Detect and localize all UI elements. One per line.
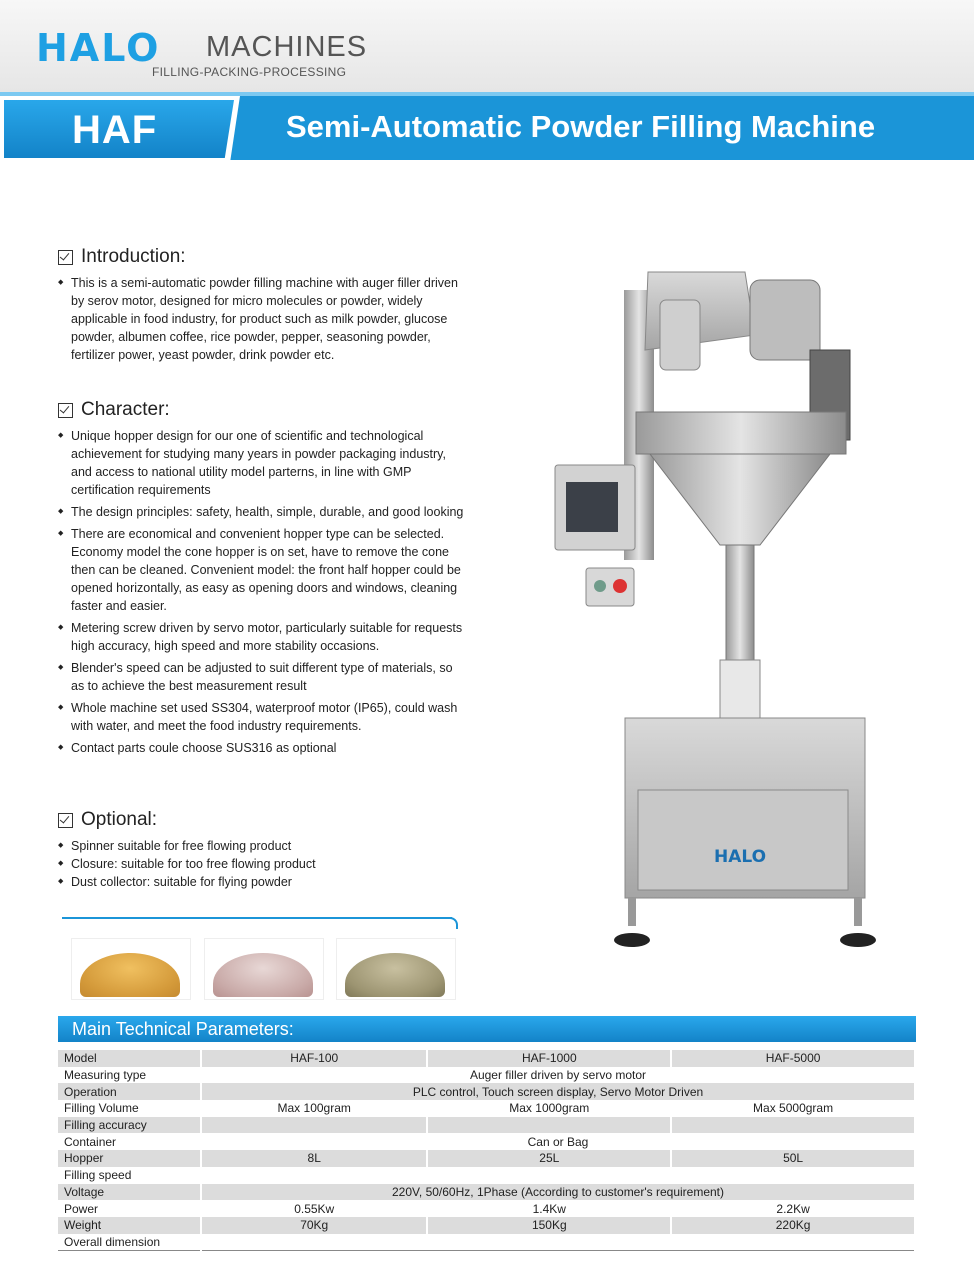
- table-row: [58, 1133, 915, 1150]
- touch-screen: [566, 482, 618, 532]
- param-value: 0.55Kw: [201, 1200, 427, 1217]
- machine-image: [540, 250, 920, 950]
- optional-heading-text: Optional:: [81, 809, 158, 830]
- list-item: ◆ Dust collector: suitable for flying powder: [58, 873, 464, 891]
- list-item: ◆ Metering screw driven by servo motor, particularly suitable for requests high accuracy, high speed and more stability occasions.: [58, 619, 464, 655]
- param-value: [201, 1167, 915, 1184]
- table-row: [58, 1150, 915, 1167]
- introduction-heading: [58, 246, 186, 268]
- param-value: Can or Bag: [201, 1133, 915, 1150]
- introduction-list: [58, 274, 464, 368]
- param-label: Measuring type: [58, 1067, 201, 1084]
- list-item: ◆ Whole machine set used SS304, waterproof motor (IP65), could wash with water, and meet the food industry requirements.: [58, 699, 464, 735]
- param-value: PLC control, Touch screen display, Servo Motor Driven: [201, 1083, 915, 1100]
- param-value: Max 5000gram: [671, 1100, 915, 1117]
- table-row: [58, 1234, 915, 1251]
- section-divider: [62, 917, 452, 919]
- param-value: 220V, 50/60Hz, 1Phase (According to customer's requirement): [201, 1184, 915, 1201]
- list-item: ◆ Unique hopper design for our one of scientific and technological achievement for studying many years in powder packaging industry, and access to national utility model parterns, in line with GMP certification requirements: [58, 427, 464, 499]
- checkbox-icon: [58, 250, 73, 265]
- param-value: 70Kg: [201, 1217, 427, 1234]
- logo-machines: MACHINES: [206, 31, 368, 63]
- param-label: Filling speed: [58, 1167, 201, 1184]
- table-row: [58, 1050, 915, 1067]
- param-label: Voltage: [58, 1184, 201, 1201]
- optional-list: [58, 837, 464, 891]
- param-value: 150Kg: [427, 1217, 671, 1234]
- table-row: [58, 1083, 915, 1100]
- page-title: Semi-Automatic Powder Filling Machine: [286, 109, 876, 144]
- params-title-bar: [58, 1016, 916, 1042]
- foot-right: [840, 933, 876, 947]
- powder-sample-image: [71, 938, 191, 1000]
- param-label: Overall dimension: [58, 1234, 201, 1251]
- list-item: ◆ There are economical and convenient hopper type can be selected. Economy model the cone hopper is on set, have to remove the cone then can be cleaned. Convenient model: the front half hopper could be opened horizontally, as easy as opening doors and windows, cleaning faster and easier.: [58, 525, 464, 615]
- param-label: Hopper: [58, 1150, 201, 1167]
- param-value: Max 1000gram: [427, 1100, 671, 1117]
- param-value: Auger filler driven by servo motor: [201, 1067, 915, 1084]
- list-item: ◆ This is a semi-automatic powder filling machine with auger filler driven by serov motor, designed for micro molecules or powder, widely applicable in food industry, for product such as milk powder, glucose powder, albumen coffee, rice powder, pepper, seasoning powder, fertilizer power, yeast powder, drink powder etc.: [58, 274, 464, 364]
- param-value: [671, 1117, 915, 1134]
- params-title: Main Technical Parameters:: [72, 1019, 294, 1039]
- param-value: [427, 1117, 671, 1134]
- param-label: Weight: [58, 1217, 201, 1234]
- product-code: HAF: [72, 108, 158, 152]
- powder-sample-image: [336, 938, 456, 1000]
- param-value: 25L: [427, 1150, 671, 1167]
- table-row: [58, 1200, 915, 1217]
- list-item: ◆ Contact parts coule choose SUS316 as optional: [58, 739, 464, 757]
- param-value: HAF-100: [201, 1050, 427, 1067]
- param-value: 2.2Kw: [671, 1200, 915, 1217]
- filling-nozzle: [720, 660, 760, 720]
- hopper-cone: [650, 454, 830, 545]
- start-button: [594, 580, 606, 592]
- param-value: HAF-1000: [427, 1050, 671, 1067]
- param-label: Container: [58, 1133, 201, 1150]
- list-item: ◆ Closure: suitable for too free flowing product: [58, 855, 464, 873]
- checkbox-icon: [58, 813, 73, 828]
- logo-tagline: FILLING-PACKING-PROCESSING: [152, 65, 347, 79]
- param-label: Operation: [58, 1083, 201, 1100]
- logo-halo: HALO: [36, 26, 161, 70]
- introduction-heading-text: Introduction:: [81, 246, 186, 267]
- optional-heading: [58, 809, 157, 831]
- checkbox-icon: [58, 403, 73, 418]
- foot-left: [614, 933, 650, 947]
- param-value: [201, 1234, 915, 1251]
- param-label: Filling Volume: [58, 1100, 201, 1117]
- table-row: [58, 1067, 915, 1084]
- table-row: [58, 1167, 915, 1184]
- character-heading: [58, 399, 170, 421]
- param-value: Max 100gram: [201, 1100, 427, 1117]
- table-row: [58, 1117, 915, 1134]
- table-row: [58, 1184, 915, 1201]
- stop-button: [613, 579, 627, 593]
- param-value: 220Kg: [671, 1217, 915, 1234]
- list-item: ◆ Spinner suitable for free flowing product: [58, 837, 464, 855]
- param-label: Power: [58, 1200, 201, 1217]
- param-value: 1.4Kw: [427, 1200, 671, 1217]
- param-label: Filling accuracy: [58, 1117, 201, 1134]
- param-value: HAF-5000: [671, 1050, 915, 1067]
- list-item: ◆ The design principles: safety, health, simple, durable, and good looking: [58, 503, 464, 521]
- section-divider-end: [446, 917, 458, 929]
- character-list: [58, 427, 464, 761]
- param-value: 50L: [671, 1150, 915, 1167]
- list-item: ◆ Blender's speed can be adjusted to suit different type of materials, so as to achieve the best measurement result: [58, 659, 464, 695]
- sensor-housing: [660, 300, 700, 370]
- motor-top: [750, 280, 820, 360]
- character-heading-text: Character:: [81, 399, 170, 420]
- powder-sample-image: [204, 938, 324, 1000]
- table-row: [58, 1217, 915, 1234]
- param-value: 8L: [201, 1150, 427, 1167]
- param-label: Model: [58, 1050, 201, 1067]
- hopper-body: [636, 412, 846, 454]
- param-value: [201, 1117, 427, 1134]
- table-row: [58, 1100, 915, 1117]
- base-logo: HALO: [713, 847, 767, 867]
- params-table: [58, 1050, 916, 1251]
- base-door: [638, 790, 848, 890]
